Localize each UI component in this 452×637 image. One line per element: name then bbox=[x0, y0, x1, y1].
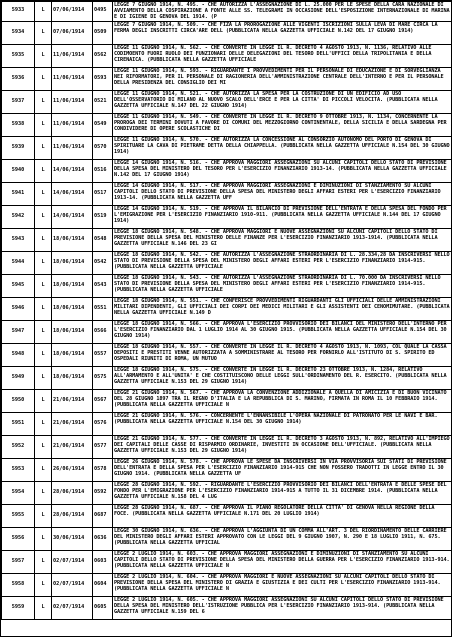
record-type: L bbox=[35, 67, 52, 90]
record-number: 5956 bbox=[2, 527, 35, 550]
record-date: 14/06/1914 bbox=[52, 182, 93, 205]
record-description: LEGGE 2 LUGLIO 1914, N. 605. - CHE APPROVA MAGGIORI ASSEGNAZIONI SU ALCUNI CAPITOLI DELLO STATO DI PREVISIONE DELLA SPESA DEL MINISTERO DELL'ISTRUZIONE PUBBLICA PER L'ESERCIZIO FINANZIARIO 1913-914. (PUBBLICATA NELLA GAZZETTA UFFICIALE N.159 DEL 6 bbox=[113, 596, 452, 619]
record-code: 0567 bbox=[93, 389, 113, 412]
record-type: L bbox=[35, 90, 52, 113]
record-number: 5935 bbox=[2, 44, 35, 67]
record-date: 18/06/1914 bbox=[52, 274, 93, 297]
record-description: LEGGE 26 GIUGNO 1914, N. 578. - CHE APPROVA LE SPESE DA INSCRIVERSI IN VIA PROVVISORIA SUI STATI DI PREVISIONE DELL'ENTRATA E DELLA SPESA PER L'ESERCIZIO FINANZIARIO 1914-915 CHE NON FOSSERO TRADOTTI IN LEGGE ENTRO IL 30 GIUGNO 1914. (PUBBLICATA NELLA GAZZETTA UF bbox=[113, 458, 452, 481]
record-number: 5954 bbox=[2, 481, 35, 504]
record-type: L bbox=[35, 251, 52, 274]
record-date: 18/06/1914 bbox=[52, 228, 93, 251]
record-type: L bbox=[35, 44, 52, 67]
record-type: L bbox=[35, 412, 52, 435]
record-date: 30/06/1914 bbox=[52, 527, 93, 550]
record-type: L bbox=[35, 435, 52, 458]
record-code: 0542 bbox=[93, 251, 113, 274]
record-description: LEGGE 28 GIUGNO 1914, N. 687. - CHE APPROVA IL PIANO REGOLATORE DELLA CITTA' DI GENOVA NELLA REGIONE DELLA FOCE. (PUBBLICATA NELLA GAZZETTA UFFICIALE N.171 DEL 20 LUGLIO 1914) bbox=[113, 504, 452, 527]
record-description: LEGGE 2 LUGLIO 1914, N. 604. - CHE APPROVA MAGGIORI E NUOVE ASSEGNAZIONI SU ALCUNI CAPITOLI DELLO STATO DI PREVISIONE DELLA SPESA DEL MINISTERO DI GRAZIA E GIUSTIZIA E DEI CULTI PER L'ESERCIZIO FINANZIARIO 1913-914. (PUBBLICATA NELLA GAZZETTA UFFICIALE N bbox=[113, 573, 452, 596]
record-description: LEGGE 18 GIUGNO 1914, N. 557. - CHE CONVERTE IN LEGGE IL R. DECRETO 4 AGOSTO 1913, N. 1093, COL QUALE LA CASSA DEPOSITI E PRESTITI VENNE AUTORIZZATA A SOMMINISTRARE AL TESORO PER FORNIRLO ALL'ISTITUTO DI S. SPIRITO ED OSPEDALI RIUNITI DI ROMA, UN MUTUO bbox=[113, 343, 452, 366]
record-number: 5949 bbox=[2, 366, 35, 389]
record-number: 5951 bbox=[2, 412, 35, 435]
table-row bbox=[2, 113, 452, 136]
record-number: 5950 bbox=[2, 389, 35, 412]
record-number: 5944 bbox=[2, 251, 35, 274]
record-type: L bbox=[35, 573, 52, 596]
record-type: L bbox=[35, 2, 52, 22]
record-code: 0576 bbox=[93, 412, 113, 435]
record-type: L bbox=[35, 343, 52, 366]
table-row bbox=[2, 412, 452, 435]
table-row bbox=[2, 67, 452, 90]
table-row bbox=[2, 182, 452, 205]
table-row bbox=[2, 251, 452, 274]
record-code: 0562 bbox=[93, 44, 113, 67]
record-type: L bbox=[35, 504, 52, 527]
record-description: LEGGE 18 GIUGNO 1914, N. 551. - CHE CONFERISCE PROVVEDIMENTI RIGUARDANTI GLI UFFICIALI DELLE AMMINISTRAZIONI MILITARI DIPENDENTI, GLI UFFICIALI DEI CORPI DEI MEDICI MILITARI E GLI ASSISTENTI DEI CENOMIMUTARE. (PUBBLICATA NELLA GAZZETTA UFFICIALE N.149 D bbox=[113, 297, 452, 320]
record-description: LEGGE 18 GIUGNO 1914, N. 566. - CHE APPROVA L'ESERCIZIO PROVVISORIO DEI BILANCI DEL MINISTERO DELL'INTERNO PER L'ESERCIZIO FINANZIARIO DAL 1 LUGLIO 1914 AL 30 GIUGNO 1915. (PUBBLICATA NELLA GAZZETTA UFFICIALE N.154 DEL 30 GIUGNO 1914) bbox=[113, 320, 452, 343]
record-date: 02/07/1914 bbox=[52, 573, 93, 596]
record-date: 18/06/1914 bbox=[52, 251, 93, 274]
record-date: 18/06/1914 bbox=[52, 320, 93, 343]
table-row bbox=[2, 21, 452, 44]
record-code: 0570 bbox=[93, 136, 113, 159]
record-type: L bbox=[35, 366, 52, 389]
record-description: LEGGE 11 GIUGNO 1914, N. 570. - CHE AUTORIZZA LA CONCESSIONE AL CONSORZIO AUTONOMO DEL PORTO DI GENOVA DI SPIRITUARE LA CAVA DI PIETRAME DETTA DELLA CHIAPPELLA. (PUBBLICATA NELLA GAZZETTA UFFICIALE N.154 DEL 30 GIUGNO 1914) bbox=[113, 136, 452, 159]
record-description: LEGGE 11 GIUGNO 1914, N. 593. - RIGUARDANTE I PROVVEDIMENTI PER IL PERSONALE DI EDUCAZIONE E DI SORVEGLIANZA NEI RIFORMATORI, PER IL PERSONALE DI RAGIONERIA DELL'AMMINISTRAZIONE CENTRALE DELL'INTERNO E PER IL PERSONALE DELLA PRESIDENZA DEL CONSIGLIO DEI MI bbox=[113, 67, 452, 90]
record-date: 11/06/1914 bbox=[52, 44, 93, 67]
record-description: LEGGE 18 GIUGNO 1914, N. 543. - CHE AUTORIZZA L'ASSEGNAZIONE STRAORDINARIA DI L. 70.000 DA INSCRIVERSI NELLO STATO DI PREVISIONE DELLA SPESA DEL MINISTERO DEGLI AFFARI ESTERI PER L'ESERCIZIO FINANZIARIO 1914-915. (PUBBLICATA NELLA GAZZETTA UFFICIALE bbox=[113, 274, 452, 297]
record-date: 21/06/1914 bbox=[52, 412, 93, 435]
record-description: LEGGE 21 GIUGNO 1914, N. 577. - CHE CONVERTE IN LEGGE IL R. DECRETO 3 AGOSTO 1913, N. 892, RELATIVO ALL'IMPIEGO DEI CAPITALI DELLE CASSE DI RISPARMIO ORDINARIE, INVESTITI IN OCCASIONE DELL'UFFICIALE. (PUBBLICATA NELLA GAZZETTA UFFICIALE N.153 DEL 29 GIUGNO 1914) bbox=[113, 435, 452, 458]
record-description: LEGGE 14 GIUGNO 1914, N. 517. - CHE APPROVA MAGGIORI ASSEGNAZIONI E DIMINUZIONI DI STANZIAMENTO SU ALCUNI CAPITOLI DELLO STATO DI PREVISIONE DELLA SPESA DEL MINISTERO DEGLI AFFARI ESTERI PER L'ESERCIZIO FINANZIARIO 1913-14. (PUBBLICATA NELLA GAZZETTA UFF bbox=[113, 182, 452, 205]
table-row bbox=[2, 159, 452, 182]
record-date: 21/06/1914 bbox=[52, 389, 93, 412]
record-code: 0495 bbox=[93, 2, 113, 22]
record-date: 11/06/1914 bbox=[52, 136, 93, 159]
record-number: 5937 bbox=[2, 90, 35, 113]
record-type: L bbox=[35, 389, 52, 412]
record-type: L bbox=[35, 320, 52, 343]
record-date: 18/06/1914 bbox=[52, 297, 93, 320]
record-type: L bbox=[35, 205, 52, 228]
record-type: L bbox=[35, 481, 52, 504]
record-type: L bbox=[35, 596, 52, 619]
record-type: L bbox=[35, 297, 52, 320]
record-date: 21/06/1914 bbox=[52, 435, 93, 458]
record-code: 0577 bbox=[93, 435, 113, 458]
record-code: 0603 bbox=[93, 550, 113, 573]
record-type: L bbox=[35, 228, 52, 251]
record-number: 5955 bbox=[2, 504, 35, 527]
table-row bbox=[2, 90, 452, 113]
table-row bbox=[2, 481, 452, 504]
record-type: L bbox=[35, 458, 52, 481]
table-row bbox=[2, 228, 452, 251]
record-description: LEGGE 21 GIUGNO 1914, N. 576. - CONCERNENTE L'ENNANSIBILE L'OPERA NAZIONALE DI PATRONATO PER LE NAVI E BAR. (PUBBLICATA NELLA GAZZETTA UFFICIALE N.154 DEL 30 GIUGNO 1914) bbox=[113, 412, 452, 435]
record-code: 0636 bbox=[93, 527, 113, 550]
record-number: 5946 bbox=[2, 297, 35, 320]
table-row bbox=[2, 44, 452, 67]
table-row bbox=[2, 2, 452, 22]
record-type: L bbox=[35, 136, 52, 159]
record-number: 5953 bbox=[2, 458, 35, 481]
record-description: LEGGE 11 GIUGNO 1914, N. 549. - CHE CONVERTE IN LEGGE IL R. DECRETO 9 OTTOBRE 1913, N. 1134, CONCERNENTE LA PROROGA DEI TERMINI DOVUTI A FAVORE DI COMUNI DEL MEZZOGIORNO CONTINENTALE, DELLA SICILIA E DELLA SARDEGNA PER CONDIVIDERE DI OPERE SCOLASTICHE DI bbox=[113, 113, 452, 136]
table-row bbox=[2, 136, 452, 159]
record-number: 5938 bbox=[2, 113, 35, 136]
record-number: 5942 bbox=[2, 205, 35, 228]
record-description: LEGGE 14 GIUGNO 1914, N. 516. - CHE APPROVA MAGGIORI ASSEGNAZIONI SU ALCUNI CAPITOLI DELLO STATO DI PREVISIONE DELLA SPESA DEL MINISTERO DEL TESORO PER L'ESERCIZIO FINANZIARIO 1913-14. (PUBBLICATA NELLA GAZZETTA UFFICIALE N.142 DEL 17 GIUGNO 1914) bbox=[113, 159, 452, 182]
record-type: L bbox=[35, 527, 52, 550]
record-code: 0605 bbox=[93, 596, 113, 619]
table-row bbox=[2, 389, 452, 412]
record-number: 5933 bbox=[2, 2, 35, 22]
record-code: 0551 bbox=[93, 297, 113, 320]
record-code: 0521 bbox=[93, 90, 113, 113]
record-date: 26/06/1914 bbox=[52, 458, 93, 481]
record-number: 5940 bbox=[2, 159, 35, 182]
record-code: 0519 bbox=[93, 205, 113, 228]
record-date: 11/06/1914 bbox=[52, 67, 93, 90]
record-code: 0592 bbox=[93, 481, 113, 504]
record-code: 0578 bbox=[93, 458, 113, 481]
record-description: LEGGE 7 GIUGNO 1914, N. 509. - CHE FIZA LA PROROGAZIONE ALLE VIGENTI ISCRIZIONI SULLA LEVA DI MARE CIRCA LA FERMA DEGLI INSCRITTI CIRCA'ARE DELL (PUBBLICATA NELLA GAZZETTA UFFICIALE N.142 DEL 17 GIUGNO 1914) bbox=[113, 21, 452, 44]
record-description: LEGGE 18 GIUGNO 1914, N. 542. - CHE AUTORIZZA L'ASSEGNAZIONE STRAORDINARIA DI L. 28.334,28 DA INSCRIVERSI NELLO STATO DI PREVISIONE DELLA SPESA DEL MINISTERO DEGLI AFFARI ESTERI PER L'ESERCIZIO FINANZIARIO 1914-915. (PUBBLICATA NELLA GAZZETTA UFFICIALE bbox=[113, 251, 452, 274]
table-row bbox=[2, 205, 452, 228]
record-date: 18/06/1914 bbox=[52, 343, 93, 366]
record-date: 02/07/1914 bbox=[52, 596, 93, 619]
record-number: 5947 bbox=[2, 320, 35, 343]
record-code: 0548 bbox=[93, 228, 113, 251]
record-date: 18/06/1914 bbox=[52, 366, 93, 389]
record-number: 5948 bbox=[2, 343, 35, 366]
record-type: L bbox=[35, 550, 52, 573]
record-description: LEGGE 28 GIUGNO 1914, N. 592. - RIGUARDANTE L'ESERCIZIO PROVVISORIO DEI BILANCI DELL'ENTRATA E DELLE SPESE DEL FONDO PER L'EMIGRAZIONE PER L'ESERCIZIO FINANZIARIO 1914-915 A TUTTO IL 31 DICEMBRE 1914. (PUBBLICATA NELLA GAZZETTA UFFICIALE N.158 DEL 4 LUG bbox=[113, 481, 452, 504]
table-row bbox=[2, 435, 452, 458]
record-code: 0575 bbox=[93, 366, 113, 389]
table-row bbox=[2, 343, 452, 366]
table-row bbox=[2, 366, 452, 389]
record-code: 0549 bbox=[93, 113, 113, 136]
record-number: 5941 bbox=[2, 182, 35, 205]
record-number: 5934 bbox=[2, 21, 35, 44]
record-date: 02/07/1914 bbox=[52, 550, 93, 573]
table-row bbox=[2, 274, 452, 297]
record-type: L bbox=[35, 113, 52, 136]
record-date: 28/06/1914 bbox=[52, 504, 93, 527]
record-description: LEGGE 7 GIUGNO 1914, N. 495. - CHE AUTORIZZA L'ASSEGNAZIONE DI L. 25.000 PER LE SPESE DELLA CARA NAZIONALE DI AVVIAMENTO DELLA COSPIRAZIONE A FONTE ALLE SS. TELEGRAMI IN OCCASIONE DELL'ESPOSIZIONE INTERNAZIONALE DI MARINA E DI IGIENE DI GENOVA DEL 1914. (P bbox=[114, 2, 450, 20]
record-description: LEGGE 21 GIUGNO 1914, N. 567. - CHE APPROVA LA CONVENZIONE ADDIZIONALE A QUELLA DI AMICIZIA E DI BUON VICINATO DEL 28 GIUGNO 1897 TRA IL REGNO D'ITALIA E LA REPUBBLICA DI S. MARINO, FIRMATA IN ROMA IL 10 FEBBRAIO 1914. (PUBBLICATA NELLA GAZZETTA UFFICIALE N bbox=[113, 389, 452, 412]
record-date: 11/06/1914 bbox=[52, 113, 93, 136]
record-code: 0543 bbox=[93, 274, 113, 297]
record-description: LEGGE 30 GIUGNO 1914, N. 636. - CHE APPROVA L'AGGIUNTA DI UN COMMA ALL'ART. 3 DEL RIORDINAMENTO DELLE CARRIERE DEL MINISTERO DEGLI AFFARI ESTERI APPROVATO CON LE LEGGI DEL 9 GIUGNO 1907, N. 290 E 18 LUGLIO 1911, N. 675. (PUBBLICATA NELLA GAZZETTA UFFICIAL bbox=[113, 527, 452, 550]
table-row bbox=[2, 297, 452, 320]
record-type: L bbox=[35, 274, 52, 297]
record-type: L bbox=[35, 182, 52, 205]
record-description: LEGGE 18 GIUGNO 1914, N. 575. - CHE CONVERTE IN LEGGE IL R. DECRETO 23 OTTOBRE 1913, N. 1284, RELATIVO ALL'ARMAMENTO E ALL'UNITA' E CHE COSTITUISCONO DELLE LEGGI SULL'ORDINAMENTO DEL R. ESERCITO. (PUBBLICATA NELLA GAZZETTA UFFICIALE N.153 DEL 29 GIUGNO 1914) bbox=[113, 366, 452, 389]
record-description: LEGGE 14 GIUGNO 1914, N. 519. - CHE APPROVA IL BILANCIO DI PREVISIONE DELL'ENTRATA E DELLA SPESA DEL FONDO PER L'EMIGRAZIONE PER L'ESERCIZIO FINANZIARIO 1910-911. (PUBBLICATA NELLA GAZZETTA UFFICIALE N.144 DEL 17 GIUGNO 1914) bbox=[113, 205, 452, 228]
record-description: LEGGE 18 GIUGNO 1914, N. 548. - CHE APPROVA MAGGIORI E NUOVE ASSEGNAZIONI SU ALCUNI CAPITOLI DELLO STATO DI PREVISIONE DELLA SPESA DEL MINISTERO DELLE FINANZE PER L'ESERCIZIO FINANZIARIO 1913-1914. (PUBBLICATA NELLA GAZZETTA UFFICIALE N.146 DEL 23 GI bbox=[113, 228, 452, 251]
record-code: 0517 bbox=[93, 182, 113, 205]
table-row bbox=[2, 527, 452, 550]
record-number: 5958 bbox=[2, 573, 35, 596]
record-description: LEGGE 11 GIUGNO 1914, N. 562. - CHE CONVERTE IN LEGGE IL R. DECRETO 4 AGOSTO 1913, N. 1136, RELATIVO ALLE CODIMOENTO FUORI RUOLO DEI FUNZIONARI DELLE DELEGAZIONI DEL TESORO DELL'UFFICI DELLA TRIPOLITANIA E DELLA CIRENAICA. (PUBBLICATA NELLA GAZZETTA UFFICIALE bbox=[113, 44, 452, 67]
record-number: 5959 bbox=[2, 596, 35, 619]
table-row bbox=[2, 573, 452, 596]
record-type: L bbox=[35, 21, 52, 44]
record-number: 5939 bbox=[2, 136, 35, 159]
record-description: LEGGE 11 GIUGNO 1914, N. 521. - CHE AUTORIZZA LA SPESA PER LA COSTRUZIONE DI UN EDIFICIO AD USO DELL'OSSERVATORIO DI MILANO AL NUOVO SCALO DELL'ERCE E PER LA CITTA' DI PICCOLI VELOCITA. (PUBBLICATA NELLA GAZZETTA UFFICIALE N.147 DEL 22 GIUGNO 1914) bbox=[113, 90, 452, 113]
record-number: 5952 bbox=[2, 435, 35, 458]
record-date: 07/06/1914 bbox=[52, 2, 93, 22]
table-row bbox=[2, 550, 452, 573]
record-type: L bbox=[35, 159, 52, 182]
laws-table-body bbox=[2, 2, 452, 620]
record-date: 14/06/1914 bbox=[52, 159, 93, 182]
record-code: 0566 bbox=[93, 320, 113, 343]
record-date: 07/06/1914 bbox=[52, 21, 93, 44]
record-code: 0593 bbox=[93, 67, 113, 90]
laws-table bbox=[1, 1, 452, 620]
table-row bbox=[2, 458, 452, 481]
record-number: 5936 bbox=[2, 67, 35, 90]
record-date: 14/06/1914 bbox=[52, 205, 93, 228]
record-code: 0687 bbox=[93, 504, 113, 527]
record-date: 28/06/1914 bbox=[52, 481, 93, 504]
record-number: 5957 bbox=[2, 550, 35, 573]
record-number: 5945 bbox=[2, 274, 35, 297]
table-row bbox=[2, 320, 452, 343]
record-date: 11/06/1914 bbox=[52, 90, 93, 113]
record-code: 0509 bbox=[93, 21, 113, 44]
table-row bbox=[2, 504, 452, 527]
record-description: LEGGE 2 LUGLIO 1914, N. 603. - CHE APPROVA MAGGIORI ASSEGNAZIONI E DIMINUZIONI DI STANZIAMENTO SU ALCUNI CAPITOLI DELLO STATO DI PREVISIONE DELLA SPESA DEL MINISTERO DELLA GUERRA PER L'ESERCIZIO FINANZIARIO 1913-914. (PUBBLICATA NELLA GAZZETTA UFFICIALE N bbox=[113, 550, 452, 573]
record-code: 0516 bbox=[93, 159, 113, 182]
record-number: 5943 bbox=[2, 228, 35, 251]
record-code: 0604 bbox=[93, 573, 113, 596]
table-row bbox=[2, 596, 452, 619]
record-code: 0557 bbox=[93, 343, 113, 366]
